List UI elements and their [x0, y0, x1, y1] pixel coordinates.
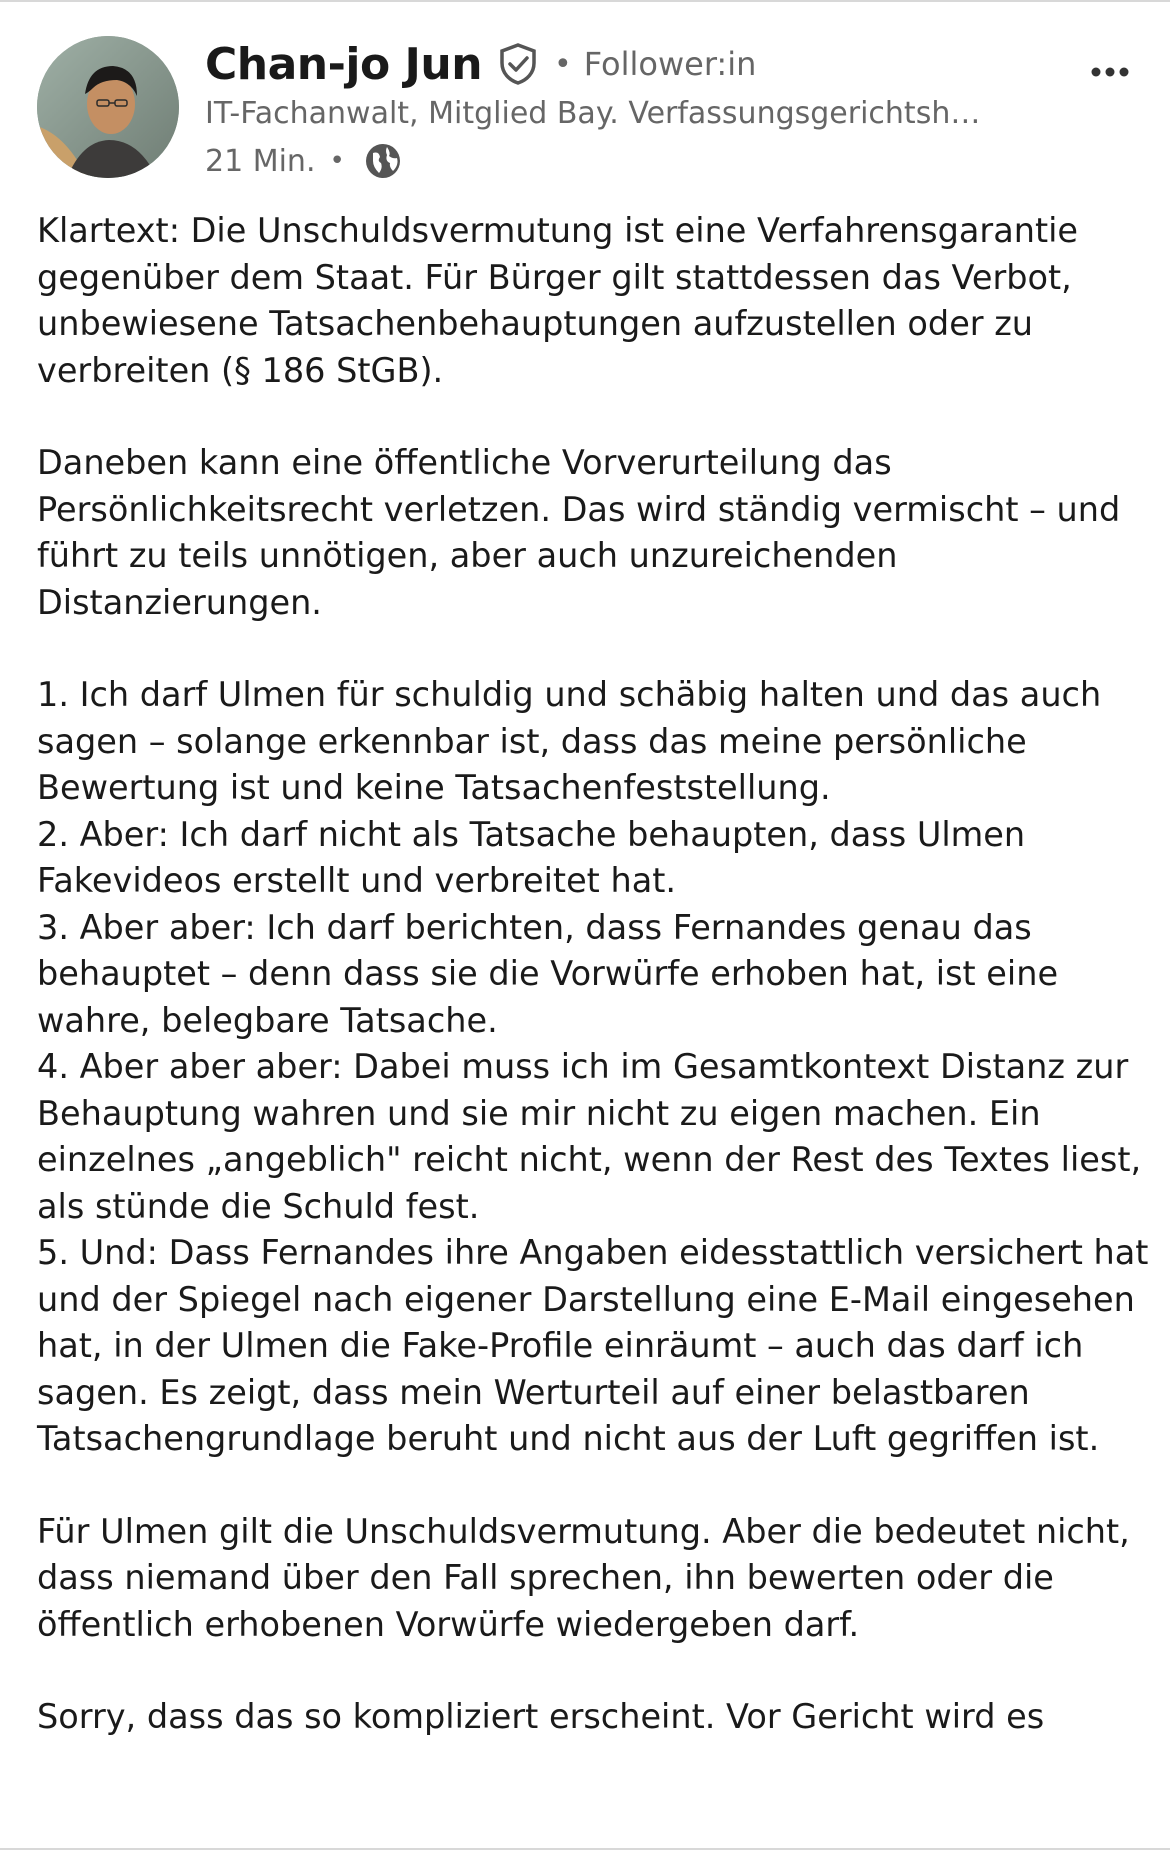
post-meta: [205, 138, 403, 184]
more-dots-icon: [1090, 66, 1130, 78]
post-header: [0, 0, 1170, 200]
author-headline: IT-Fachanwalt, Mitglied Bay. Verfassungsgerichtsh…: [205, 96, 981, 131]
separator-dot: •: [329, 146, 345, 176]
post-numbered-list: [37, 672, 1152, 1463]
post-paragraph-3: Für Ulmen gilt die Unschuldsvermutung. Aber die bedeutet nicht, dass niemand über den Fall sprechen, ihn bewerten oder die öffentlich erhobenen Vorwürfe wiedergeben darf.: [37, 1511, 1130, 1644]
post-paragraph-2: Daneben kann eine öffentliche Vorverurteilung das Persönlichkeitsrecht verletzen. Das wird ständig vermischt – und führt zu teils unnötigen, aber auch unzureichenden Distanzierungen.: [37, 443, 1121, 622]
post-time: 21 Min.: [205, 143, 316, 179]
list-item: 4. Aber aber aber: Dabei muss ich im Gesamtkontext Distanz zur Behauptung wahren und sie mir nicht zu eigen machen. Ein einzelnes „angeblich" reicht nicht, wenn der Rest des Textes liest, als stünde die Schuld fest.: [37, 1047, 1142, 1226]
bottom-divider: [0, 1848, 1170, 1850]
post-body: [37, 208, 1152, 1787]
list-item: 5. Und: Dass Fernandes ihre Angaben eidesstattlich versichert hat und der Spiegel nach eigener Darstellung eine E-Mail eingesehen hat, in der Ulmen die Fake-Profile einräumt – auch das darf ich sagen. Es zeigt, dass mein Werturteil auf einer belastbaren Tatsachengrundlage beruht und nicht aus der Luft gegriffen ist.: [37, 1233, 1149, 1458]
author-name[interactable]: Chan-jo Jun: [205, 38, 483, 90]
post-paragraph-4: Sorry, dass das so kompliziert erscheint. Vor Gericht wird es: [37, 1697, 1045, 1736]
list-item: 3. Aber aber: Ich darf berichten, dass Fernandes genau das behauptet – denn dass sie die Vorwürfe erhoben hat, ist eine wahre, belegbare Tatsache.: [37, 907, 1059, 1040]
follower-label: Follower:in: [583, 45, 757, 83]
list-item: 1. Ich darf Ulmen für schuldig und schäbig halten und das auch sagen – solange erkennbar ist, dass das meine persönliche Bewertung ist und keine Tatsachenfeststellung.: [37, 675, 1102, 807]
avatar[interactable]: [37, 36, 179, 178]
verified-shield-icon: [496, 42, 540, 86]
globe-icon: [363, 141, 403, 181]
separator-dot: •: [554, 46, 572, 82]
list-item: 2. Aber: Ich darf nicht als Tatsache behaupten, dass Ulmen Fakevideos erstellt und verbreitet hat.: [37, 814, 1026, 900]
post-paragraph-1: Klartext: Die Unschuldsvermutung ist eine Verfahrensgarantie gegenüber dem Staat. Für Bürger gilt stattdessen das Verbot, unbewiesene Tatsachenbehauptungen aufzustellen oder zu verbreiten (§ 186 StGB).: [37, 211, 1079, 390]
more-options-button[interactable]: [1080, 52, 1140, 92]
author-line: [205, 36, 756, 92]
